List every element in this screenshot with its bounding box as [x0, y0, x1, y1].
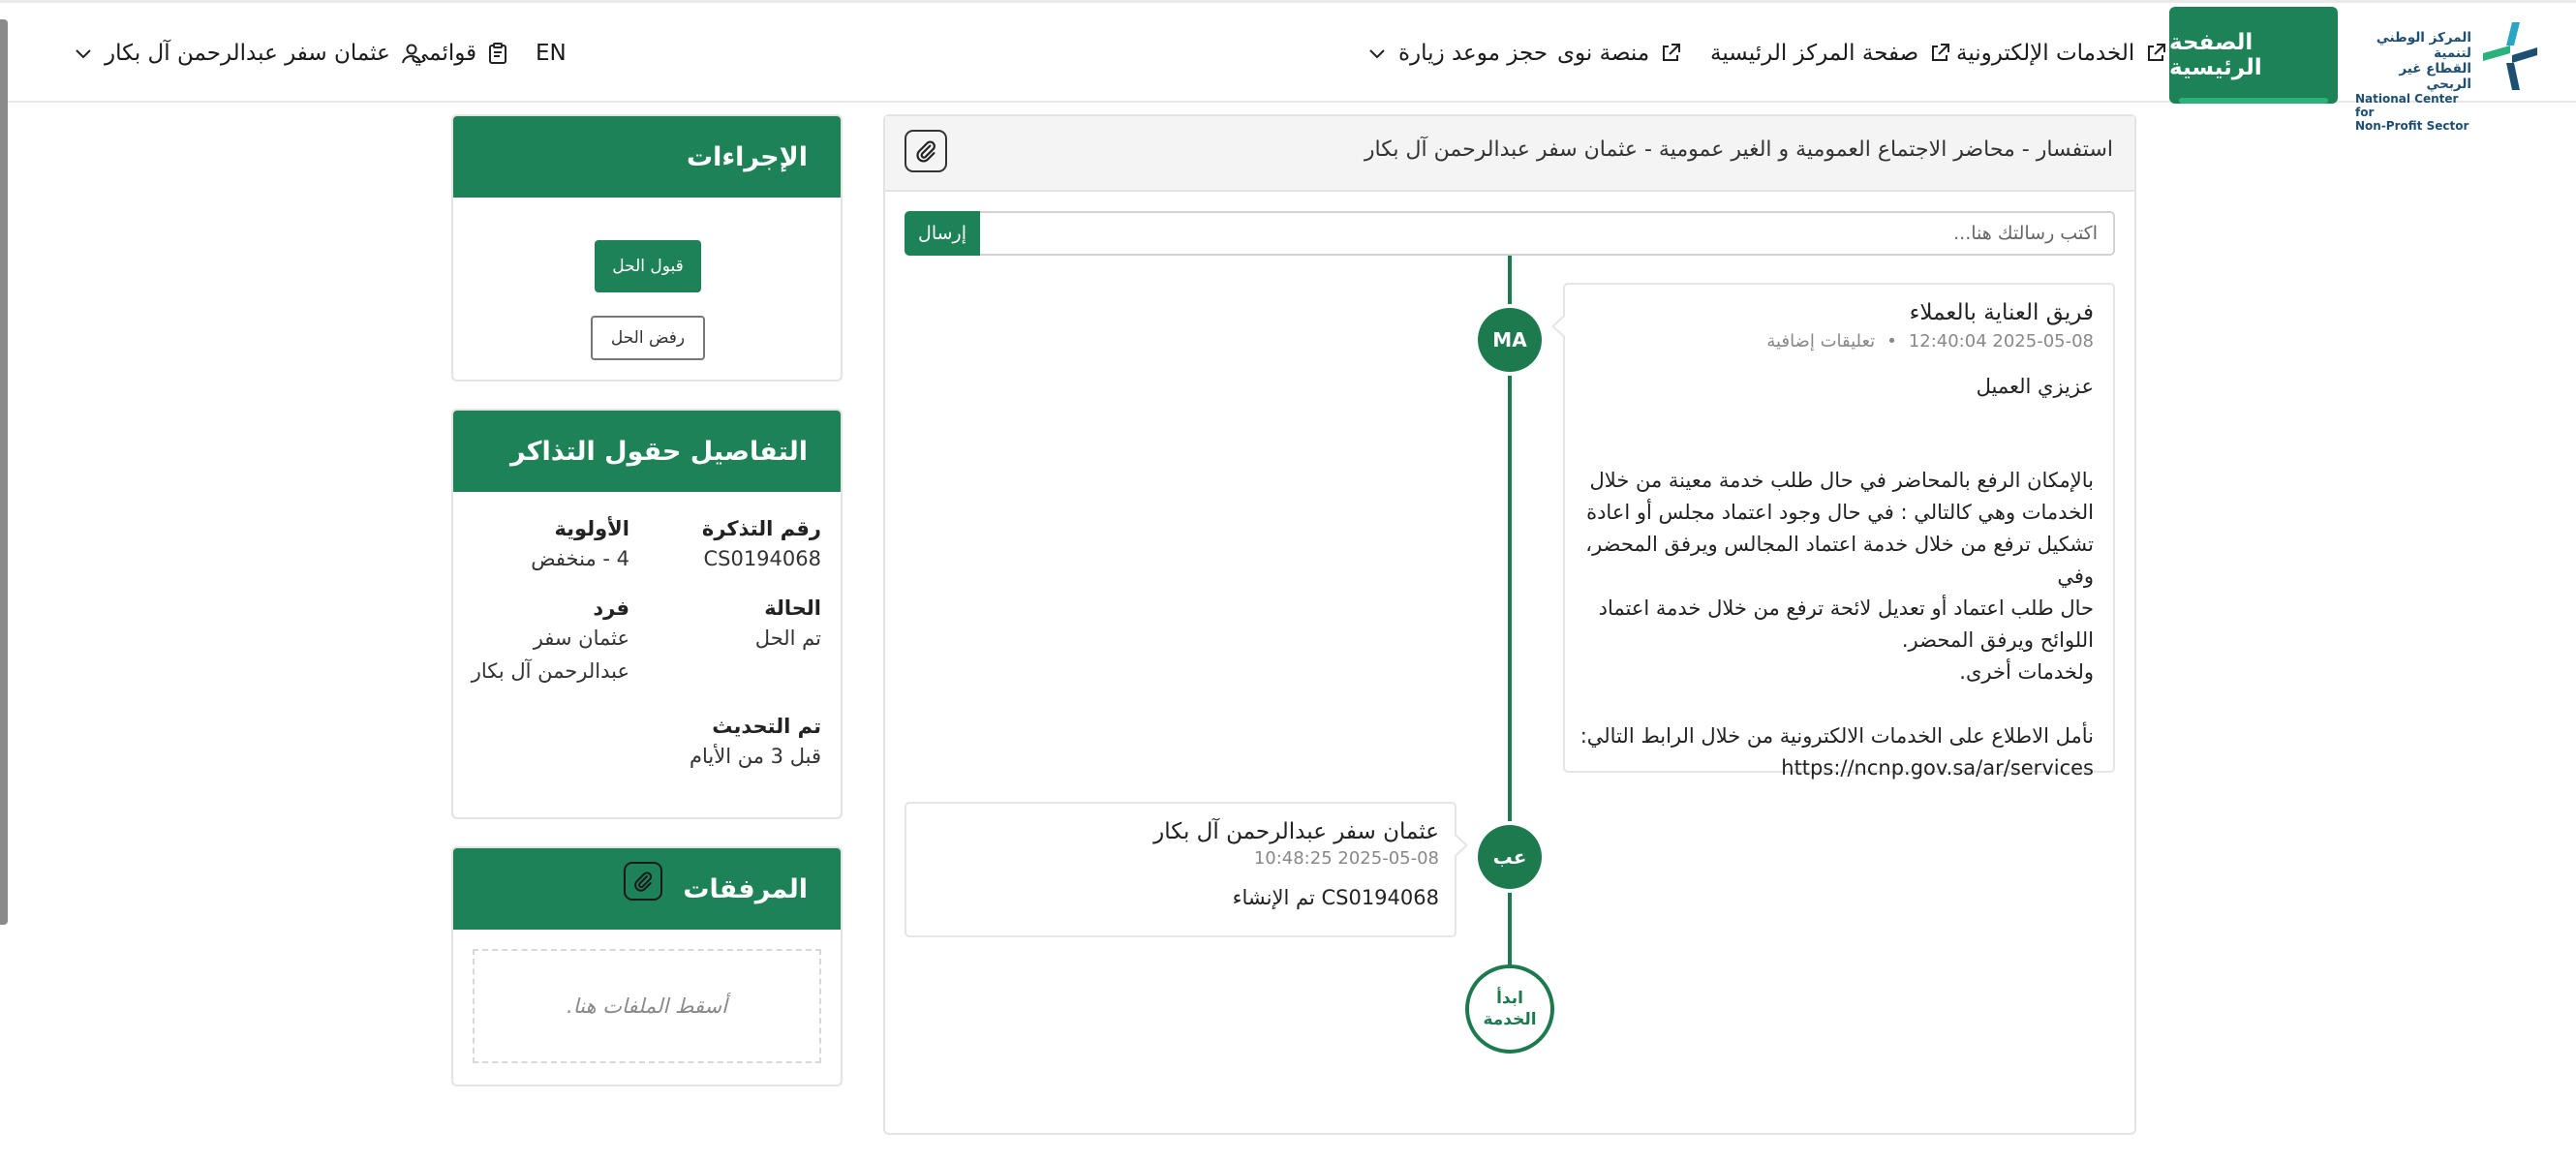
agent-message-line: تشكيل ترفع من خلال خدمة اعتماد المجالس ويرفق المحضر، وفي [1585, 533, 2094, 588]
user-message-author: عثمان سفر عبدالرحمن آل بكار [1153, 819, 1439, 844]
attachments-attach-button[interactable] [624, 862, 662, 901]
agent-message-body [1575, 465, 2094, 784]
nav-my-lists[interactable] [411, 36, 509, 71]
language-label: EN [536, 41, 567, 66]
paperclip-icon [913, 138, 938, 164]
agent-message-datetime: 2025-05-08 12:40:04 [1908, 331, 2094, 352]
logo-ar-line2: القطاع غير الربحي [2399, 61, 2471, 92]
paperclip-icon [631, 870, 655, 893]
logo-en-line2: Non-Profit Sector [2355, 119, 2469, 133]
agent-message-line: ولخدمات أخرى. [1959, 660, 2094, 684]
ticket-header [885, 116, 2134, 192]
top-navigation [0, 0, 2576, 133]
chevron-down-icon [1365, 42, 1389, 65]
attachments-title: المرفقات [683, 873, 808, 904]
logo-text [2355, 30, 2471, 133]
attachments-header [453, 848, 841, 930]
attach-button[interactable] [905, 130, 947, 172]
actions-title: الإجراءات [453, 116, 841, 198]
agent-message-meta: 2025-05-08 12:40:04•تعليقات إضافية [1766, 331, 2094, 352]
ticket-details-panel [451, 409, 843, 819]
user-name-label: عثمان سفر عبدالرحمن آل بكار [105, 41, 390, 66]
logo-ar-line1: المركز الوطني لتنمية [2376, 30, 2471, 61]
agent-message-greeting: عزيزي العميل [1976, 375, 2094, 398]
logo-mark-icon [2477, 16, 2539, 94]
status-value: تم الحل [754, 627, 821, 650]
nav-my-lists-label: قوائمي [411, 41, 477, 66]
individual-value-line2: عبدالرحمن آل بكار [471, 659, 629, 683]
logo-en-line1: National Center for [2355, 92, 2459, 119]
accept-solution-button[interactable]: قبول الحل [595, 240, 701, 292]
attachments-panel [451, 846, 843, 1086]
nav-visit-label: حجز موعد زيارة [1398, 41, 1549, 66]
nav-eservices-label: الخدمات الإلكترونية [1956, 41, 2135, 66]
user-icon [400, 42, 423, 65]
nav-center-home-label: صفحة المركز الرئيسية [1710, 41, 1919, 66]
nav-nawa-label: منصة نوى [1557, 41, 1650, 66]
nav-home-tab[interactable]: الصفحة الرئيسية [2169, 7, 2338, 104]
send-button[interactable]: إرسال [905, 211, 980, 256]
ticket-title: استفسار - محاضر الاجتماع العمومية و الغير عمومية - عثمان سفر عبدالرحمن آل بكار [1364, 138, 2113, 162]
nav-nawa[interactable] [1557, 36, 1682, 71]
clipboard-list-icon [486, 42, 509, 65]
user-message-card [905, 802, 1457, 937]
priority-label: الأولوية [554, 517, 629, 540]
language-switch[interactable] [536, 36, 567, 71]
external-link-icon [1659, 42, 1682, 65]
agent-message-link-intro: نأمل الاطلاع على الخدمات الالكترونية من خلال الرابط التالي: [1579, 724, 2094, 748]
start-label-line1: ابدأ [1496, 989, 1523, 1008]
actions-panel [451, 114, 843, 382]
ncnp-logo[interactable] [2355, 16, 2539, 133]
external-link-icon [2144, 42, 2167, 65]
individual-value [472, 622, 629, 688]
individual-value-line1: عثمان سفر [533, 627, 629, 650]
reject-solution-button[interactable]: رفض الحل [591, 316, 705, 360]
priority-value: 4 - منخفض [531, 547, 629, 570]
agent-message-line: حال طلب اعتماد أو تعديل لائحة ترفع من خلال خدمة اعتماد [1598, 596, 2094, 620]
window-edge-scrollbar[interactable] [0, 19, 8, 925]
message-input[interactable] [980, 211, 2115, 256]
agent-message-card [1563, 283, 2115, 780]
agent-message-author: فريق العناية بالعملاء [1909, 300, 2094, 325]
nav-eservices[interactable] [1956, 36, 2167, 71]
start-label-line2: الخدمة [1483, 1010, 1537, 1029]
agent-message-line: الخدمات وهي كالتالي : في حال وجود اعتماد مجلس أو اعادة [1586, 501, 2094, 524]
nav-visit-booking[interactable] [1365, 36, 1548, 71]
nav-center-home[interactable] [1710, 36, 1951, 71]
service-start-marker [1465, 964, 1554, 1054]
agent-message-line: اللوائح ويرفق المحضر. [1901, 628, 2094, 652]
external-link-icon [1928, 42, 1951, 65]
user-menu[interactable] [72, 36, 423, 71]
updated-value: قبل 3 من الأيام [690, 745, 821, 768]
file-dropzone[interactable]: أسقط الملفات هنا. [473, 949, 821, 1063]
user-message-datetime: 2025-05-08 10:48:25 [1253, 848, 1439, 869]
status-label: الحالة [764, 596, 821, 620]
updated-label: تم التحديث [712, 715, 821, 738]
agent-message-line: بالإمكان الرفع بالمحاضر في حال طلب خدمة معينة من خلال [1589, 469, 2094, 492]
agent-avatar: MA [1478, 308, 1542, 372]
user-avatar: عب [1478, 825, 1542, 889]
details-title: التفاصيل حقول التذاكر [453, 411, 841, 492]
chevron-down-icon [72, 42, 95, 65]
services-link[interactable]: https://ncnp.gov.sa/ar/services [1781, 756, 2094, 780]
user-message-body: CS0194068 تم الإنشاء [1232, 886, 1439, 909]
individual-label: فرد [593, 596, 629, 620]
ticket-number-label: رقم التذكرة [701, 517, 821, 540]
agent-message-type: تعليقات إضافية [1766, 331, 1876, 352]
ticket-number-value: CS0194068 [703, 547, 821, 570]
